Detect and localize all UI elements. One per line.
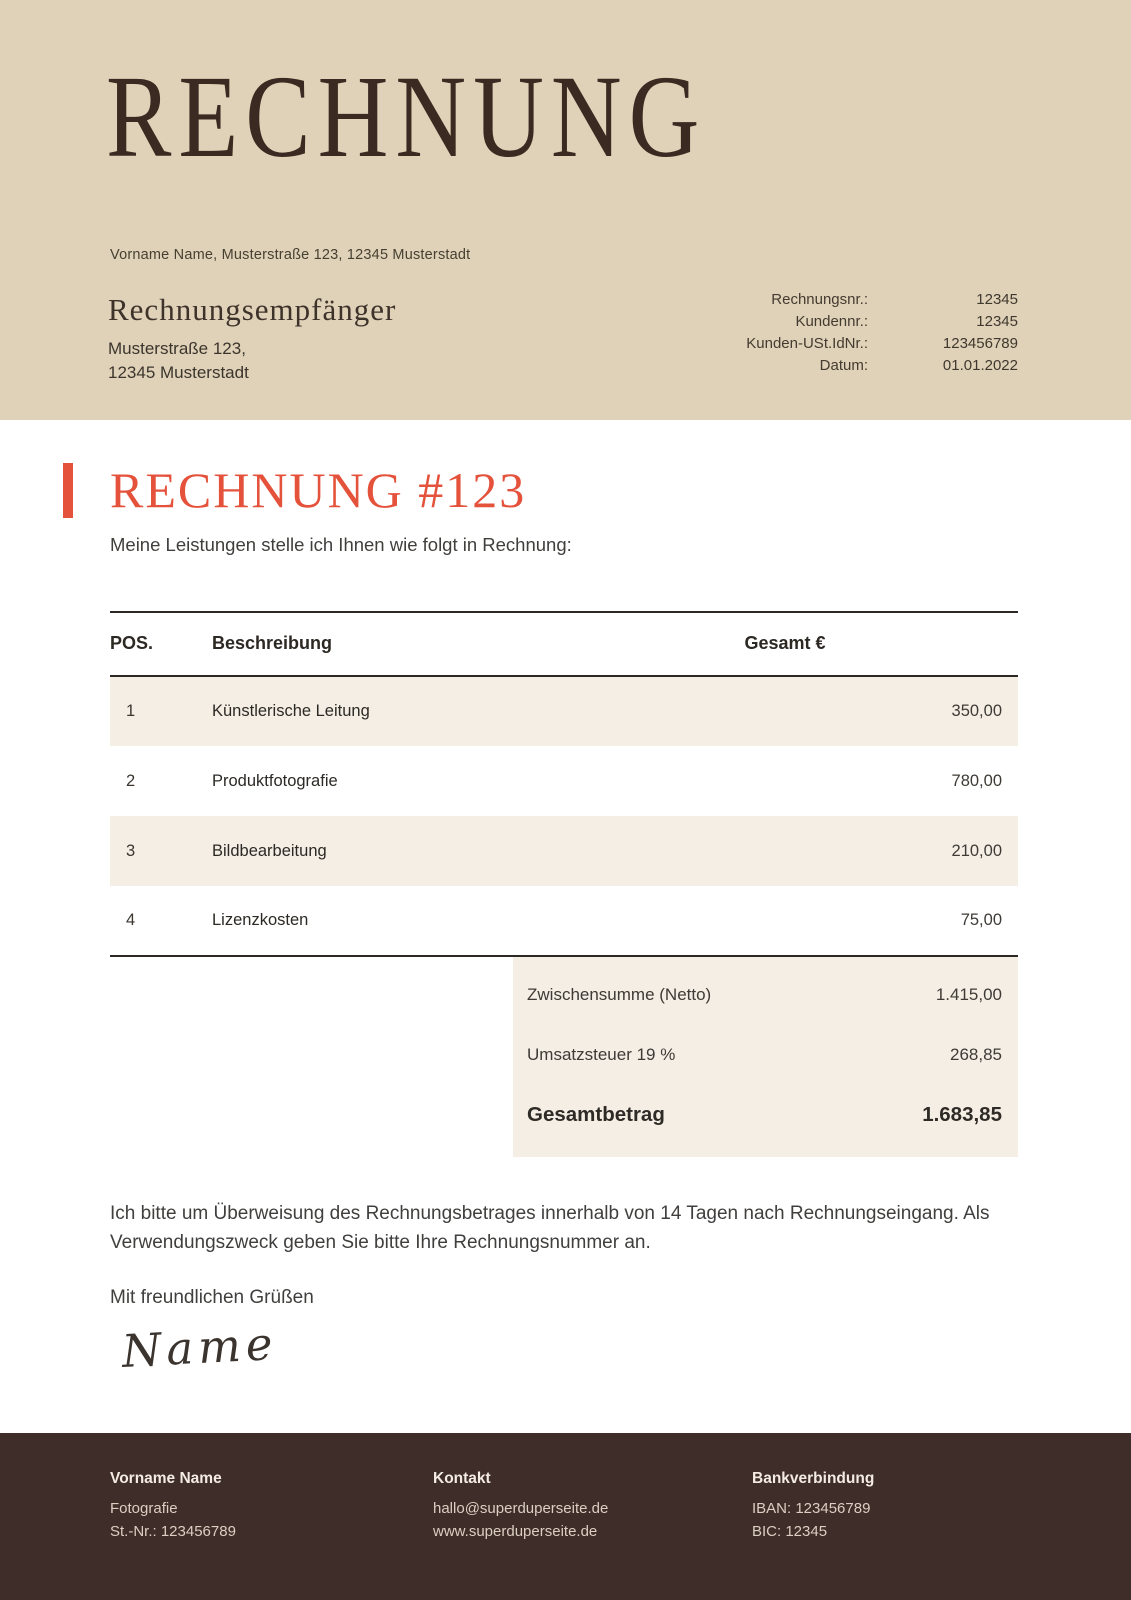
sender-address-line: Vorname Name, Musterstraße 123, 12345 Musterstadt: [110, 247, 471, 263]
invoice-meta: [746, 291, 1018, 379]
meta-label-vat-id: Kunden-USt.IdNr.:: [746, 335, 868, 352]
cell-pos: 1: [110, 676, 212, 746]
footer-heading-contact: Kontakt: [433, 1470, 491, 1487]
subtotal-row: [527, 985, 1002, 1005]
intro-text: Meine Leistungen stelle ich Ihnen wie folgt in Rechnung:: [110, 534, 572, 555]
meta-value-vat-id: 123456789: [942, 335, 1018, 352]
footer-line-bic: BIC: 12345: [752, 1523, 828, 1540]
grand-total-row: [527, 1105, 1002, 1125]
recipient-block: [108, 292, 396, 384]
line-items-table: [110, 611, 1018, 957]
meta-label-customer-number: Kundennr.:: [795, 313, 868, 330]
document-title: RECHNUNG: [106, 52, 707, 183]
closing-text: Mit freundlichen Grüßen: [110, 1287, 314, 1308]
table-row: [110, 886, 1018, 956]
cell-pos: 4: [110, 886, 212, 956]
header-total: Gesamt €: [744, 612, 1018, 676]
header-pos: POS.: [110, 612, 212, 676]
footer-line-website: www.superduperseite.de: [433, 1523, 598, 1540]
subtotal-value: 1.415,00: [935, 985, 1002, 1004]
meta-label-date: Datum:: [819, 357, 868, 374]
subtotal-label: Zwischensumme (Netto): [527, 985, 712, 1004]
footer-column-identity: [110, 1470, 433, 1600]
header-description: Beschreibung: [212, 612, 744, 676]
invoice-title-row: [63, 463, 1131, 518]
recipient-heading: Rechnungsempfänger: [108, 292, 397, 327]
cell-pos: 3: [110, 816, 212, 886]
cell-pos: 2: [126, 771, 136, 790]
totals-box: [513, 957, 1018, 1157]
footer-line-email: hallo@superduperseite.de: [433, 1500, 609, 1517]
payment-note: Ich bitte um Überweisung des Rechnungsbetrages innerhalb von 14 Tagen nach Rechnungseingang. Als Verwendungszweck geben Sie bitte Ihre Rechnungsnummer an.: [110, 1203, 990, 1253]
cell-description: Lizenzkosten: [212, 886, 744, 956]
grand-total-value: 1.683,85: [922, 1103, 1002, 1126]
footer: [0, 1433, 1131, 1600]
invoice-title: RECHNUNG #123: [110, 462, 527, 518]
meta-value-invoice-number: 12345: [976, 291, 1018, 308]
recipient-city: 12345 Musterstadt: [108, 362, 249, 382]
recipient-address: [108, 337, 396, 384]
accent-bar: [63, 463, 73, 518]
cell-description: Bildbearbeitung: [212, 816, 744, 886]
cell-total: 75,00: [744, 886, 1018, 956]
invoice-body: [0, 420, 1131, 1378]
footer-heading-bank: Bankverbindung: [752, 1470, 875, 1487]
footer-heading-name: Vorname Name: [110, 1470, 222, 1487]
table-header: [110, 612, 1018, 676]
cell-total: 780,00: [951, 771, 1002, 790]
table-row: [110, 746, 1018, 816]
footer-line-iban: IBAN: 123456789: [752, 1500, 871, 1517]
recipient-street: Musterstraße 123,: [108, 339, 246, 358]
footer-column-bank: [752, 1470, 1131, 1600]
table-row: [110, 676, 1018, 746]
meta-value-customer-number: 12345: [976, 313, 1018, 330]
table-row: [110, 816, 1018, 886]
footer-column-contact: [433, 1470, 752, 1600]
meta-label-invoice-number: Rechnungsnr.:: [771, 291, 868, 308]
cell-description: Produktfotografie: [212, 771, 338, 790]
masthead: [0, 0, 1131, 420]
footer-line-profession: Fotografie: [110, 1500, 178, 1517]
footer-line-tax-number: St.-Nr.: 123456789: [110, 1523, 236, 1540]
grand-total-label: Gesamtbetrag: [527, 1103, 665, 1126]
tax-row: [527, 1045, 1002, 1065]
cell-total: 210,00: [744, 816, 1018, 886]
cell-total: 350,00: [744, 676, 1018, 746]
tax-value: 268,85: [950, 1045, 1002, 1064]
cell-description: Künstlerische Leitung: [212, 676, 744, 746]
signature: Name: [120, 1316, 279, 1378]
meta-value-date: 01.01.2022: [942, 357, 1018, 374]
tax-label: Umsatzsteuer 19 %: [527, 1045, 676, 1064]
